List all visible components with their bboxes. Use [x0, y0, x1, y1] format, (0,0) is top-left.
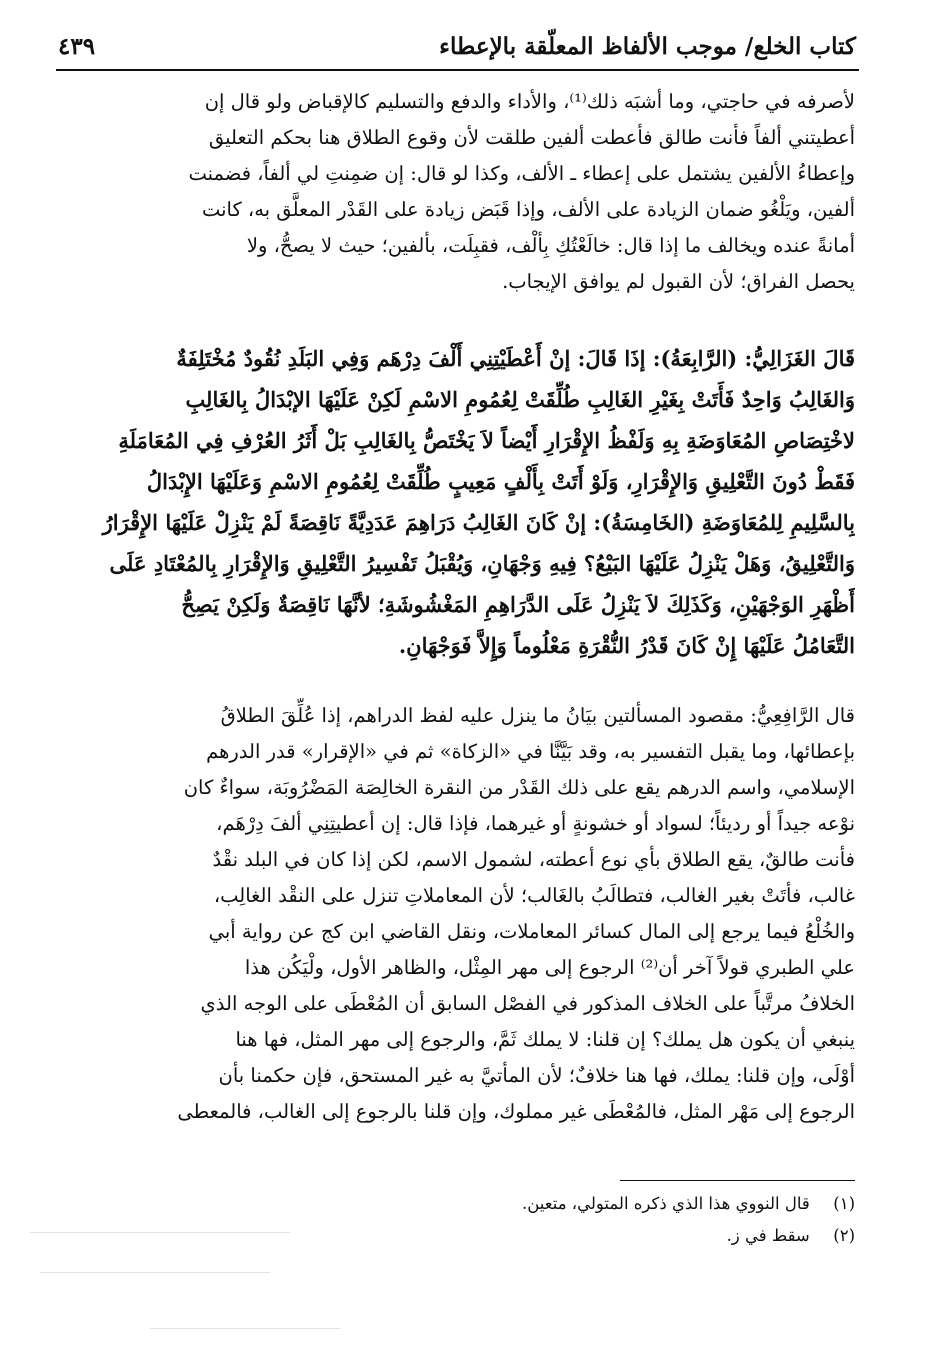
text-line: أوْلَى، وإن قلنا: يملك، فها هنا خلافٌ؛ لأن المأتيَّ به غير المستحق، فإن حكمنا بأن: [218, 1064, 855, 1087]
text-line: وإعطاءُ الألفين يشتمل على إعطاء ـ الألف، وكذا لو قال: إن ضمِنتِ لي ألفاً، فضمنت: [188, 162, 855, 185]
header-rule: [56, 69, 859, 71]
text-line: فأنت طالقٌ، يقع الطلاق بأي نوع أعطته، لشمول الاسم، لكن إذا كان في البلد نقْدٌ: [212, 848, 855, 871]
text-line: وَالتَّعْلِيقُ، وَهَلْ يَنْزِلُ عَلَيْهَا البَيْعُ؟ فِيهِ وَجْهَانِ، وَيُقْبَلُ تَفْسِيرُ التَّعْلِيقِ وَالإِقْرَارِ بِالمُعْتَادِ عَلَى: [109, 551, 855, 576]
text-line: قال الرَّافِعِيُّ: مقصود المسألتين بيَانُ ما ينزل عليه لفظ الدراهم، إذا عُلِّقَ الطلاقُ: [220, 704, 855, 727]
footnote-2: [400, 1220, 855, 1252]
page-number: ٤٣٩: [58, 32, 96, 60]
text-line: يحصل الفراق؛ لأن القبول لم يوافق الإيجاب.: [502, 270, 855, 293]
text-line: ينبغي أن يكون هل يملك؟ إن قلنا: لا يملك ثَمَّ، والرجوع إلى مهر المثل، فها هنا: [235, 1028, 855, 1051]
text-line: الإسلامي، واسم الدرهم يقع على ذلك القَدْر من النقرة الخالِصَة المَضْرُوبَة، سواءٌ كان: [183, 776, 855, 799]
footnote-number: (١): [833, 1194, 855, 1213]
text-line: بِالسَّلِيمِ لِلمُعَاوَضَةِ (الخَامِسَةُ): إنْ كَانَ الغَالِبُ دَرَاهِمَ عَدَدِيَّةً نَاقِصَةً لَمْ يَنْزِلْ عَلَيْهَا الإِقْرَارُ: [102, 510, 855, 535]
text-line: وَالغَالِبُ وَاحِدٌ فَأَتَتْ بِغَيْرِ الغَالِبِ طُلِّقَتْ لِعُمُومِ الاسْمِ لَكِنْ عَلَيْهَا الإبْدَالُ بِالغَالِبِ: [185, 387, 855, 412]
text-line: غالب، فأتَتْ بغير الغالب، فتطالَبُ بالغَالب؛ لأن المعاملاتِ تنزل على النقْد الغالِب،: [213, 884, 855, 907]
scan-smudge: [30, 1232, 290, 1233]
text-line: الخلافُ مرتَّباً على الخلاف المذكور في الفصْل السابق أن المُعْطَى على الوجه الذي: [200, 992, 855, 1015]
text-line: لاخْتِصَاصِ المُعَاوَضَةِ بِهِ وَلَفْظُ الإِقْرَارِ أَيْضاً لاَ يَخْتَصُّ بِالغَالِبِ بَلْ أَثَرُ العُرْفِ فِي المُعَامَلَةِ: [118, 428, 855, 453]
text-line: بإعطائها، وما يقبل التفسير به، وقد بَيَّنَّا في «الزكاة» ثم في «الإقرار» قدر الدرهم: [206, 740, 855, 763]
text-line: أَظْهَرِ الوَجْهَيْنِ، وَكَذَلِكَ لاَ يَنْزِلُ عَلَى الدَّرَاهِمِ المَغْشُوشَةِ؛ لأنَّهَا نَاقِصَةٌ وَلَكِنْ يَصِحُّ: [181, 592, 855, 617]
footnote-text: قال النووي هذا الذي ذكره المتولي، متعين.: [521, 1194, 810, 1213]
scan-smudge: [40, 1272, 270, 1273]
text-line: لأصرفه في حاجتي، وما أشبَه ذلك⁽¹⁾، والأداء والدفع والتسليم كالإقباض ولو قال إن: [204, 90, 855, 113]
text-line: قَالَ الغَزَالِيُّ: (الرَّابِعَةُ): إذَا قَالَ: إنْ أَعْطَيْتِنِي أَلْفَ دِرْهَم وَفِي البَلَدِ نُقُودٌ مُخْتَلِفَةٌ: [176, 346, 855, 371]
text-line: أمانةً عنده ويخالف ما إذا قال: خالَعْتُكِ بِألْف، فقبِلَت، بألفين؛ حيث لا يصحُّ، ولا: [246, 234, 855, 257]
text-line: نوْعه جيداً أو رديئاً؛ لسواد أو خشونةٍ أو غيرهما، فإذا قال: إن أعطيتِنِي ألفَ دِرْهَم،: [216, 812, 855, 835]
text-line: التَّعَامُلُ عَلَيْهَا إِنْ كَانَ قَدْرُ النُّقْرَةِ مَعْلُوماً وَإِلاَّ فَوَجْهَانِ.: [398, 633, 855, 658]
text-line: والخُلْعُ فيما يرجع إلى المال كسائر المعاملات، ونقل القاضي ابن كج عن رواية أبي: [208, 920, 855, 943]
paragraph-rafii-commentary: [96, 698, 855, 1130]
text-line: أعطيتني ألفاً فأنت طالق فأعطت ألفين طلقت لأن وقوع الطلاق هنا بحكم التعليق: [208, 126, 855, 149]
running-header: [58, 26, 856, 66]
paragraph-ghazali-matn: [96, 338, 855, 666]
footnote-number: (٢): [833, 1226, 855, 1245]
text-line: علي الطبري قولاً آخر أن⁽²⁾ الرجوع إلى مهر المِثْل، والظاهر الأول، ولْيَكُن هذا: [244, 956, 855, 979]
scan-smudge: [150, 1328, 340, 1329]
footnote-1: [400, 1188, 855, 1220]
text-line: الرجوع إلى مَهْر المثل، فالمُعْطَى غير مملوك، وإن قلنا بالرجوع إلى الغالب، فالمعطى: [177, 1100, 855, 1123]
footnotes: [400, 1188, 855, 1252]
text-line: ألفين، ويَلْغُو ضمان الزيادة على الألف، وإذا قَبَض زيادة على القَدْر المعلَّق به، كانت: [201, 198, 855, 221]
footnote-text: سقط في ز.: [726, 1226, 810, 1245]
paragraph-commentary-continued: [96, 84, 855, 300]
header-title: كتاب الخلع/ موجب الألفاظ المعلّقة بالإعطاء: [439, 32, 856, 60]
footnote-rule: [620, 1180, 855, 1181]
text-line: فَقَطْ دُونَ التَّعْلِيقِ وَالإِقْرَارِ، وَلَوْ أَتَتْ بِأَلْفٍ مَعِيبٍ طُلِّقَتْ لِعُمُومِ الاسْمِ وَعَلَيْهَا الإِبْدَالُ: [146, 469, 855, 494]
